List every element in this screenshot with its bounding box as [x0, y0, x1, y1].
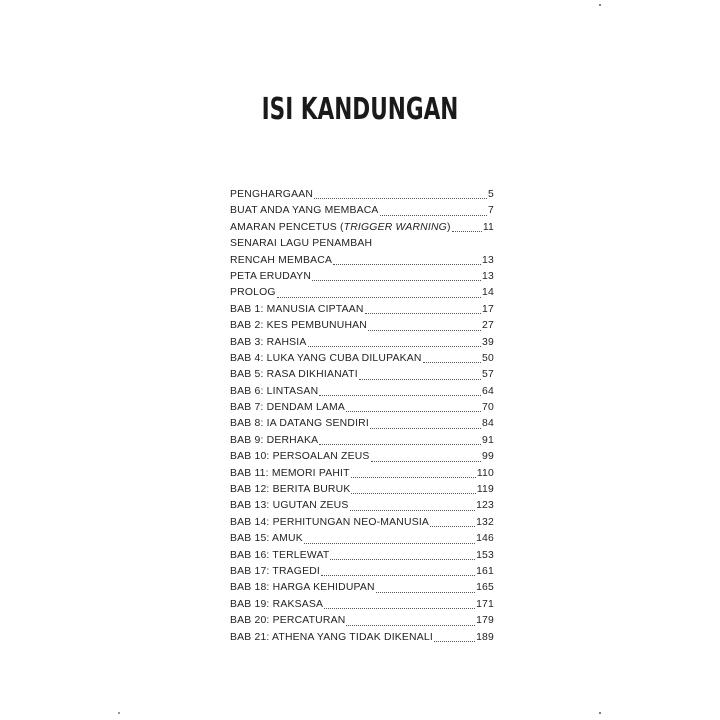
page-title: ISI KANDUNGAN — [261, 92, 459, 127]
toc-entry-page: 13 — [482, 254, 494, 266]
toc-entry-page: 91 — [482, 434, 494, 446]
toc-entry-label: PENGHARGAAN — [230, 188, 314, 200]
toc-entry — [230, 335, 494, 351]
dot-leader — [371, 461, 482, 462]
toc-entry — [230, 187, 494, 203]
toc-entry-page: 189 — [476, 631, 494, 643]
toc-entry — [230, 285, 494, 301]
dot-leader — [380, 215, 487, 216]
toc-entry-page: 161 — [476, 565, 494, 577]
toc-entry-page: 146 — [476, 533, 494, 545]
toc-entry-label: RENCAH MEMBACA — [230, 254, 333, 266]
toc-entry-label: BAB 5: RASA DIKHIANATI — [230, 369, 358, 381]
toc-entry-page: 27 — [482, 320, 494, 332]
dot-leader — [321, 575, 475, 576]
toc-entry-page: 7 — [488, 205, 494, 217]
dot-leader — [423, 362, 481, 363]
toc-entry-label-part: ) — [446, 221, 451, 233]
toc-entry-label: BAB 4: LUKA YANG CUBA DILUPAKAN — [230, 352, 422, 364]
toc-entry — [230, 630, 494, 646]
toc-entry-label: BAB 20: PERCATURAN — [230, 615, 346, 627]
toc-entry-page: 110 — [476, 467, 494, 479]
toc-entry — [230, 203, 494, 219]
toc-entry-label: BAB 9: DERHAKA — [230, 434, 319, 446]
toc-entry — [230, 400, 494, 416]
toc-entry-label: BAB 15: AMUK — [230, 533, 303, 545]
toc-entry — [230, 449, 494, 465]
dot-leader — [304, 543, 475, 544]
toc-entry-label-part: AMARAN PENCETUS ( — [230, 221, 344, 233]
toc-entry-label: BUAT ANDA YANG MEMBACA — [230, 205, 379, 217]
toc-entry — [230, 498, 494, 514]
toc-entry — [230, 384, 494, 400]
toc-entry — [230, 564, 494, 580]
toc-entry-page: 39 — [482, 336, 494, 348]
toc-entry-page: 11 — [482, 221, 494, 233]
toc-entry-label: BAB 11: MEMORI PAHIT — [230, 467, 350, 479]
toc-entry-page: 123 — [476, 500, 494, 512]
dot-leader — [319, 395, 481, 396]
toc-entry — [230, 613, 494, 629]
toc-entry-page: 57 — [482, 369, 494, 381]
toc-entry-page: 99 — [482, 451, 494, 463]
toc-entry-label: BAB 16: TERLEWAT — [230, 549, 330, 561]
toc-entry-page: 119 — [476, 484, 494, 496]
toc-entry — [230, 548, 494, 564]
toc-entry-label: BAB 10: PERSOALAN ZEUS — [230, 451, 370, 463]
dot-leader — [351, 493, 475, 494]
toc-entry — [230, 253, 494, 269]
toc-entry-page: 17 — [482, 303, 494, 315]
toc-entry-label-italic: TRIGGER WARNING — [343, 221, 447, 233]
toc-entry-label: BAB 3: RAHSIA — [230, 336, 307, 348]
toc-entry-page: 165 — [476, 582, 494, 594]
toc-entry — [230, 318, 494, 334]
toc-entry — [230, 220, 494, 236]
toc-entry-label: BAB 7: DENDAM LAMA — [230, 402, 346, 414]
toc-entry — [230, 433, 494, 449]
toc-entry — [230, 302, 494, 318]
dot-leader — [365, 313, 481, 314]
toc-entry-page: 13 — [482, 270, 494, 282]
toc-entry — [230, 515, 494, 531]
dot-leader — [370, 428, 481, 429]
toc-entry-page: 171 — [476, 598, 494, 610]
dot-leader — [312, 280, 481, 281]
toc-entry — [230, 236, 494, 252]
toc-entry — [230, 580, 494, 596]
dot-leader — [277, 297, 481, 298]
toc-entry-label: BAB 13: UGUTAN ZEUS — [230, 500, 349, 512]
toc-entry-label — [230, 220, 451, 236]
dot-leader — [333, 264, 481, 265]
dot-leader — [430, 526, 475, 527]
toc-entry-label: BAB 1: MANUSIA CIPTAAN — [230, 303, 364, 315]
toc-entry — [230, 269, 494, 285]
toc-entry-page: 179 — [476, 615, 494, 627]
toc-entry — [230, 597, 494, 613]
toc-entry — [230, 482, 494, 498]
toc-entry-label: BAB 2: KES PEMBUNUHAN — [230, 320, 368, 332]
dot-leader — [346, 625, 475, 626]
toc-entry-label: BAB 12: BERITA BURUK — [230, 484, 351, 496]
toc-entry-page: 153 — [476, 549, 494, 561]
toc-entry-label: PROLOG — [230, 287, 276, 299]
dot-leader — [351, 477, 476, 478]
toc-entry-label: SENARAI LAGU PENAMBAH — [230, 238, 373, 250]
dot-leader — [452, 231, 482, 232]
dot-leader — [350, 510, 476, 511]
toc-entry-label: BAB 8: IA DATANG SENDIRI — [230, 418, 369, 430]
toc-entry — [230, 531, 494, 547]
toc-entry-label: BAB 18: HARGA KEHIDUPAN — [230, 582, 375, 594]
toc-entry — [230, 367, 494, 383]
toc-entry — [230, 416, 494, 432]
toc-entry-page: 132 — [476, 516, 494, 528]
dot-leader — [319, 444, 481, 445]
dot-leader — [324, 608, 475, 609]
toc-entry-page: 64 — [482, 385, 494, 397]
table-of-contents — [230, 187, 494, 646]
dot-leader — [314, 198, 487, 199]
dot-leader — [308, 346, 482, 347]
dot-leader — [376, 592, 475, 593]
toc-entry-page: 70 — [482, 402, 494, 414]
toc-entry-label: BAB 6: LINTASAN — [230, 385, 319, 397]
corner-mark — [599, 712, 601, 714]
toc-entry-label: BAB 14: PERHITUNGAN NEO-MANUSIA — [230, 516, 430, 528]
toc-entry-label: PETA ERUDAYN — [230, 270, 312, 282]
toc-entry-page: 5 — [488, 188, 494, 200]
toc-entry-label: BAB 21: ATHENA YANG TIDAK DIKENALI — [230, 631, 433, 643]
toc-entry-label: BAB 17: TRAGEDI — [230, 565, 321, 577]
dot-leader — [330, 559, 475, 560]
toc-entry — [230, 466, 494, 482]
toc-entry-label: BAB 19: RAKSASA — [230, 598, 324, 610]
toc-entry-page: 14 — [482, 287, 494, 299]
toc-entry — [230, 351, 494, 367]
dot-leader — [346, 411, 481, 412]
toc-entry-page: 50 — [482, 352, 494, 364]
dot-leader — [359, 379, 481, 380]
toc-entry-page: 84 — [482, 418, 494, 430]
corner-mark — [118, 712, 120, 714]
dot-leader — [434, 641, 475, 642]
dot-leader — [368, 330, 481, 331]
corner-mark — [599, 4, 601, 6]
